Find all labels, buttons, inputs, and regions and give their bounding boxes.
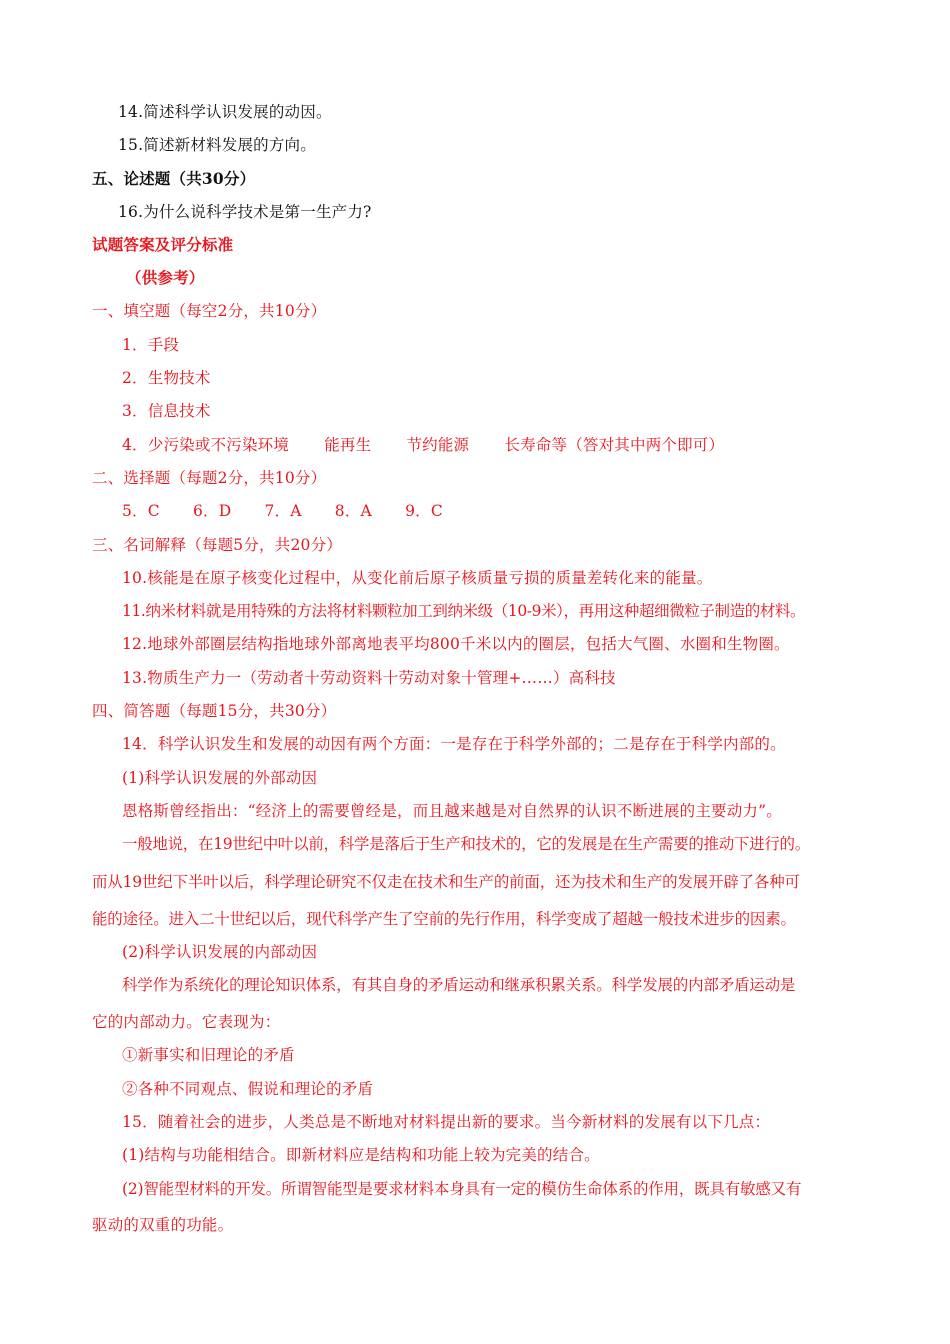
answer-item-3: 3．信息技术: [122, 402, 211, 420]
question-15: 15.简述新材料发展的方向。: [118, 136, 316, 154]
question-16: 16.为什么说科学技术是第一生产力?: [118, 203, 372, 221]
section-4-title: 四、简答题（每题15分，共30分）: [92, 702, 337, 720]
term-answer-12: 12.地球外部圈层结构指地球外部离地表平均800千米以内的圈层，包括大气圈、水圈和生物圈。: [122, 635, 790, 653]
answer-14-part-2-title: (2)科学认识发展的内部动因: [122, 943, 318, 961]
answer-item-4-part-a: 4．少污染或不污染环境: [122, 436, 290, 454]
term-answer-10: 10.核能是在原子核变化过程中，从变化前后原子核质量亏损的质量差转化来的能量。: [122, 569, 713, 587]
answer-15-part-2-line-2: 驱动的双重的功能。: [92, 1216, 234, 1234]
answer-14-intro: 14．科学认识发生和发展的动因有两个方面：一是存在于科学外部的；二是存在于科学内部的。: [122, 735, 786, 753]
section-2-title: 二、选择题（每题2分，共10分）: [92, 469, 327, 487]
choice-answer-9: 9．C: [405, 502, 443, 520]
answer-15-part-1: (1)结构与功能相结合。即新材料应是结构和功能上较为完美的结合。: [122, 1146, 600, 1164]
answer-14-point-1: ①新事实和旧理论的矛盾: [122, 1046, 295, 1064]
answer-14-part-1-text-1: 一般地说，在19世纪中叶以前，科学是落后于生产和技术的，它的发展是在生产需要的推动下进行的。: [122, 835, 810, 853]
term-answer-13: 13.物质生产力一（劳动者十劳动资料十劳动对象十管理+……）高科技: [122, 669, 616, 687]
answer-14-point-2: ②各种不同观点、假说和理论的矛盾: [122, 1080, 374, 1098]
answer-15-intro: 15．随着社会的进步，人类总是不断地对材料提出新的要求。当今新材料的发展有以下几点：: [122, 1113, 771, 1131]
answer-14-part-1-text-3: 能的途径。进入二十世纪以后，现代科学产生了空前的先行作用，科学变成了超越一般技术进步的因素。: [92, 910, 796, 928]
question-14: 14.简述科学认识发展的动因。: [118, 103, 332, 121]
answer-14-part-1-title: (1)科学认识发展的外部动因: [122, 769, 318, 787]
choice-answer-7: 7．A: [264, 502, 302, 520]
choice-answer-6: 6．D: [192, 502, 232, 520]
answer-item-4-part-b: 能再生: [324, 436, 372, 454]
section-1-title: 一、填空题（每空2分，共10分）: [92, 302, 327, 320]
answer-14-part-1-text-2: 而从19世纪下半叶以后，科学理论研究不仅走在技术和生产的前面，还为技术和生产的发展开辟了各种可: [92, 873, 800, 891]
answer-14-part-2-text-2: 它的内部动力。它表现为：: [92, 1013, 281, 1031]
answer-key-title: 试题答案及评分标准: [92, 235, 234, 254]
choice-answer-5: 5．C: [122, 502, 160, 520]
answer-15-part-2-line-1: (2)智能型材料的开发。所谓智能型是要求材料本身具有一定的模仿生命体系的作用，既具有敏感又有: [122, 1180, 802, 1198]
choice-answers: [122, 500, 443, 522]
answer-item-4: [122, 434, 724, 456]
answer-item-1: 1．手段: [122, 336, 180, 354]
answer-14-part-2-text-1: 科学作为系统化的理论知识体系，有其自身的矛盾运动和继承积累关系。科学发展的内部矛盾运动是: [122, 976, 796, 994]
answer-item-4-part-d: 长寿命等（答对其中两个即可）: [504, 436, 725, 454]
section-5-title: 五、论述题（共30分）: [92, 169, 256, 188]
answer-item-4-part-c: 节约能源: [406, 436, 470, 454]
choice-answer-8: 8．A: [334, 502, 372, 520]
answer-item-2: 2．生物技术: [122, 369, 211, 387]
section-3-title: 三、名词解释（每题5分，共20分）: [92, 536, 342, 554]
answer-14-part-1-quote: 恩格斯曾经指出：“经济上的需要曾经是，而且越来越是对自然界的认识不断进展的主要动力”。: [122, 802, 782, 820]
term-answer-11: 11.纳米材料就是用特殊的方法将材料颗粒加工到纳米级（10-9米），再用这种超细微粒子制造的材料。: [122, 602, 806, 620]
answer-key-subtitle: （供参考）: [126, 268, 205, 287]
